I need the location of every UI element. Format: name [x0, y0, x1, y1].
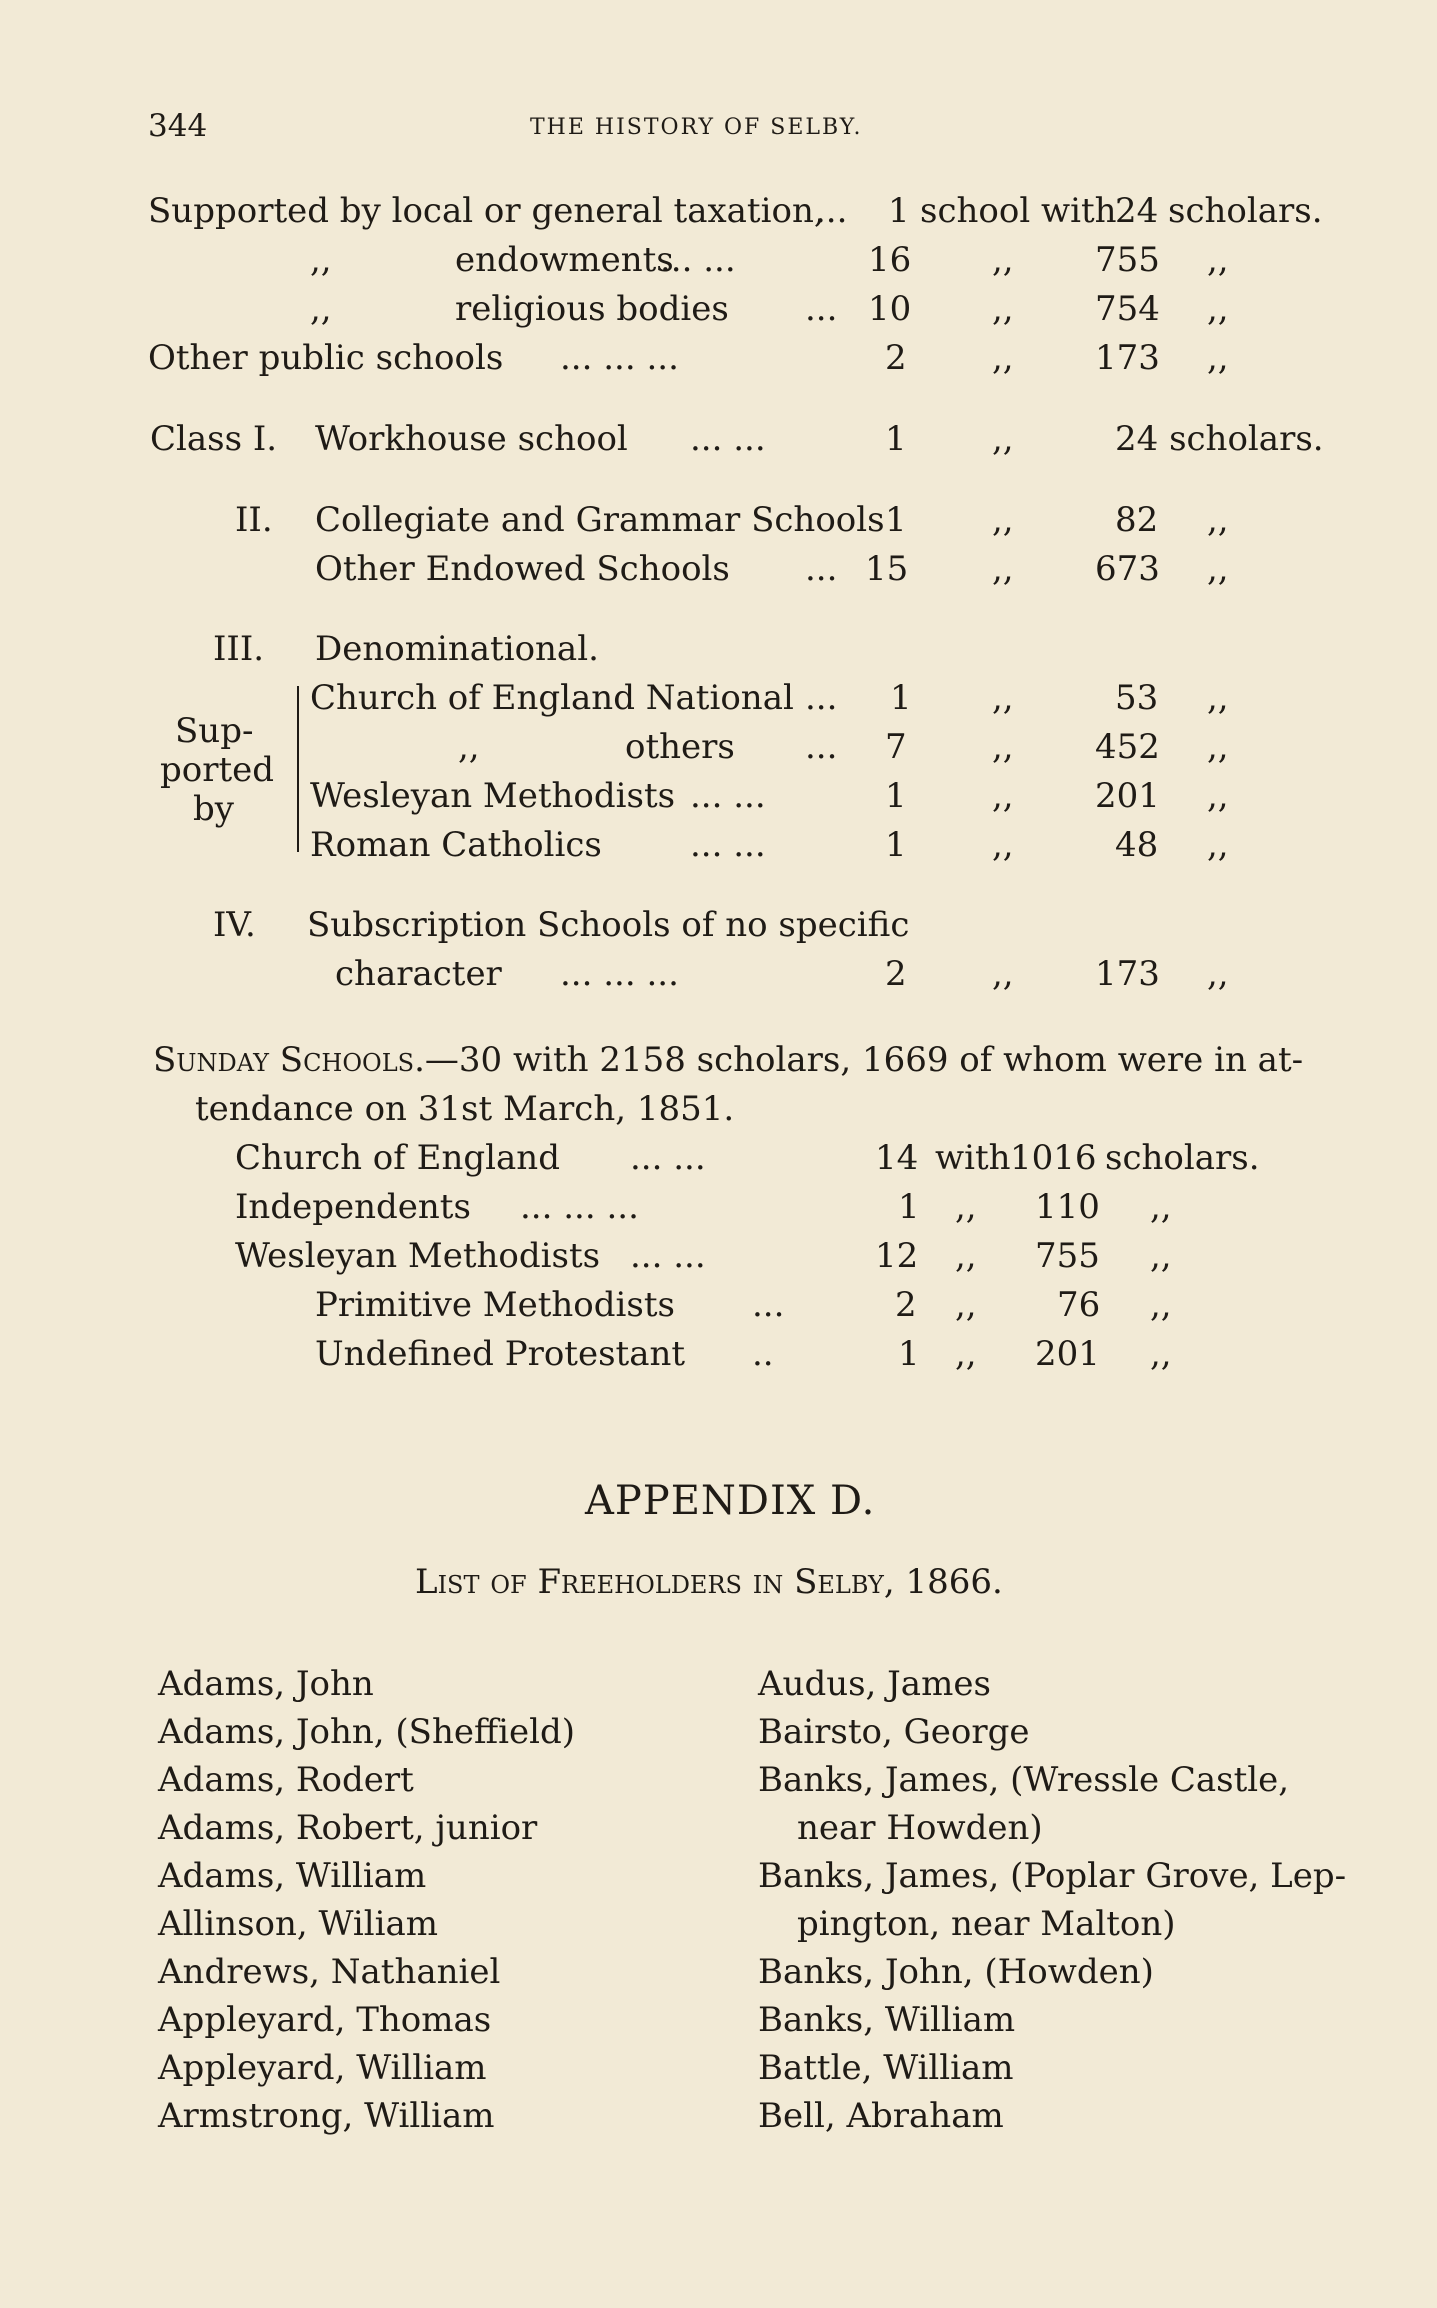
row-count: 1	[885, 419, 907, 459]
row-number: 76	[1057, 1285, 1101, 1325]
list-item-continued: near Howden)	[797, 1808, 1043, 1848]
row-count: 16	[868, 240, 912, 280]
page-number: 344	[148, 108, 208, 144]
row-count: 7	[885, 727, 907, 767]
list-item: Audus, James	[758, 1664, 991, 1704]
row-count: 15	[865, 549, 909, 589]
row-unit: ,,	[1207, 338, 1229, 378]
class-number: II.	[235, 500, 273, 540]
row-dots: ... ... ...	[520, 1187, 639, 1227]
row-number: 48	[1115, 825, 1159, 865]
row-count: 2	[885, 954, 907, 994]
row-value: 24 scholars.	[1115, 419, 1324, 459]
row-dots: ... ... ...	[560, 338, 679, 378]
row-count: 1	[885, 500, 907, 540]
row-ditto: ,,	[992, 419, 1014, 459]
row-unit: ,,	[1207, 289, 1229, 329]
row-unit: ,,	[1207, 776, 1229, 816]
row-label: Other Endowed Schools	[315, 549, 730, 589]
row-dots: ...	[815, 191, 848, 231]
row-count: 2	[895, 1285, 917, 1325]
row-number: 201	[1095, 776, 1160, 816]
row-dots: ...	[805, 727, 838, 767]
sunday-schools-paragraph	[153, 1040, 1304, 1080]
side-label: by	[193, 789, 234, 829]
list-item: Appleyard, William	[158, 2048, 487, 2088]
row-unit: ,,	[1207, 678, 1229, 718]
row-dots: ... ... ...	[560, 954, 679, 994]
appendix-subtitle: List of Freeholders in Selby, 1866.	[415, 1562, 1003, 1602]
row-ditto: ,,	[955, 1285, 977, 1325]
row-count: 14	[875, 1138, 919, 1178]
list-item-continued: pington, near Malton)	[797, 1904, 1176, 1944]
row-label: Collegiate and Grammar Schools	[315, 500, 885, 540]
row-count: 12	[875, 1236, 919, 1276]
row-unit: ,,	[1207, 825, 1229, 865]
list-item: Bell, Abraham	[758, 2096, 1004, 2136]
row-ditto: ,,	[992, 825, 1014, 865]
row-dots: ..	[752, 1334, 774, 1374]
list-item: Adams, John	[158, 1664, 374, 1704]
list-item: Banks, John, (Howden)	[758, 1952, 1154, 1992]
row-unit: scholars.	[1168, 191, 1323, 231]
row-number: 755	[1035, 1236, 1100, 1276]
row-count: 1	[898, 1187, 920, 1227]
row-label-continued: character	[335, 954, 502, 994]
row-ditto: ,,	[955, 1334, 977, 1374]
row-dots: ...	[805, 678, 838, 718]
row-dots: ... ...	[630, 1236, 706, 1276]
brace	[297, 686, 299, 852]
row-ditto: ,,	[955, 1187, 977, 1227]
list-item: Adams, John, (Sheffield)	[158, 1712, 576, 1752]
row-unit: ,,	[1207, 240, 1229, 280]
list-item: Adams, William	[158, 1856, 427, 1896]
row-count: 1	[890, 678, 912, 718]
class-number: Class I.	[150, 419, 278, 459]
row-count: 1	[888, 191, 910, 231]
row-number: 673	[1095, 549, 1160, 589]
list-item: Adams, Rodert	[158, 1760, 414, 1800]
row-unit: ,,	[1207, 549, 1229, 589]
row-number: 24	[1115, 191, 1159, 231]
row-label: Undefined Protestant	[315, 1334, 686, 1374]
row-ditto: ,,	[992, 240, 1014, 280]
row-unit: ,,	[1207, 500, 1229, 540]
row-ditto: ,,	[992, 549, 1014, 589]
running-title: THE HISTORY OF SELBY.	[530, 115, 863, 140]
list-item: Adams, Robert, junior	[158, 1808, 538, 1848]
class-heading: Denominational.	[315, 629, 599, 669]
row-label: Workhouse school	[315, 419, 628, 459]
row-ditto: school with	[920, 191, 1117, 231]
row-label: Primitive Methodists	[315, 1285, 675, 1325]
row-dots: ...	[805, 289, 838, 329]
row-count: 1	[898, 1334, 920, 1374]
row-dots: ... ...	[690, 776, 766, 816]
sunday-schools-line2: tendance on 31st March, 1851.	[195, 1089, 735, 1129]
row-unit: ,,	[1150, 1285, 1172, 1325]
row-ditto: ,,	[992, 776, 1014, 816]
row-label: endowments	[455, 240, 674, 280]
row-label: religious bodies	[455, 289, 729, 329]
list-item: Banks, William	[758, 2000, 1016, 2040]
list-item: Armstrong, William	[158, 2096, 495, 2136]
sunday-schools-line1: —30 with 2158 scholars, 1669 of whom were in at-	[424, 1040, 1304, 1080]
row-label: Subscription Schools of no specific	[307, 905, 910, 945]
row-ditto: ,,	[992, 500, 1014, 540]
row-dots: ...	[752, 1285, 785, 1325]
row-ditto: ,,	[992, 289, 1014, 329]
row-ditto: ,,	[992, 727, 1014, 767]
row-label: Supported by local or general taxation,	[148, 191, 825, 231]
row-dots: ... ...	[630, 1138, 706, 1178]
row-unit: ,,	[1207, 727, 1229, 767]
row-number: 173	[1095, 954, 1160, 994]
row-count: 2	[885, 338, 907, 378]
appendix-title: APPENDIX D.	[585, 1478, 876, 1524]
row-label: Wesleyan Methodists	[235, 1236, 601, 1276]
row-label: Wesleyan Methodists	[310, 776, 676, 816]
row-number: 82	[1115, 500, 1159, 540]
side-label: ported	[160, 750, 275, 790]
row-label: others	[625, 727, 735, 767]
row-number: 110	[1035, 1187, 1100, 1227]
list-item: Allinson, Wiliam	[158, 1904, 438, 1944]
row-label: Other public schools	[148, 338, 504, 378]
row-count: 1	[885, 825, 907, 865]
row-label: Church of England National	[310, 678, 794, 718]
row-number: 754	[1095, 289, 1160, 329]
row-number: 201	[1035, 1334, 1100, 1374]
row-unit: ,,	[1150, 1187, 1172, 1227]
sunday-schools-heading: Sunday Schools.	[153, 1040, 425, 1080]
list-item: Banks, James, (Wressle Castle,	[758, 1760, 1290, 1800]
row-label: Roman Catholics	[310, 825, 602, 865]
row-count: 1	[885, 776, 907, 816]
class-number: III.	[213, 629, 265, 669]
row-number: 53	[1115, 678, 1159, 718]
class-number: IV.	[213, 905, 256, 945]
row-ditto: ,,	[992, 678, 1014, 718]
row-unit: ,,	[1150, 1334, 1172, 1374]
row-unit: ,,	[1150, 1236, 1172, 1276]
list-item: Battle, William	[758, 2048, 1014, 2088]
ditto-mark: ,,	[458, 727, 480, 767]
row-count: 10	[868, 289, 912, 329]
row-number: 1016	[1010, 1138, 1097, 1178]
row-ditto: with	[935, 1138, 1011, 1178]
side-label: Sup-	[175, 711, 254, 751]
row-dots: ... ...	[690, 825, 766, 865]
row-ditto: ,,	[992, 338, 1014, 378]
ditto-mark: ,,	[310, 289, 332, 329]
row-label: Church of England	[235, 1138, 560, 1178]
row-dots: ... ...	[660, 240, 736, 280]
row-ditto: ,,	[955, 1236, 977, 1276]
row-ditto: ,,	[992, 954, 1014, 994]
row-dots: ...	[805, 549, 838, 589]
row-label: Independents	[235, 1187, 471, 1227]
ditto-mark: ,,	[310, 240, 332, 280]
row-unit: scholars.	[1105, 1138, 1260, 1178]
row-number: 173	[1095, 338, 1160, 378]
list-item: Bairsto, George	[758, 1712, 1030, 1752]
list-item: Appleyard, Thomas	[158, 2000, 492, 2040]
list-item: Banks, James, (Poplar Grove, Lep-	[758, 1856, 1347, 1896]
row-unit: ,,	[1207, 954, 1229, 994]
row-dots: ... ...	[690, 419, 766, 459]
row-number: 755	[1095, 240, 1160, 280]
list-item: Andrews, Nathaniel	[158, 1952, 501, 1992]
row-number: 452	[1095, 727, 1160, 767]
